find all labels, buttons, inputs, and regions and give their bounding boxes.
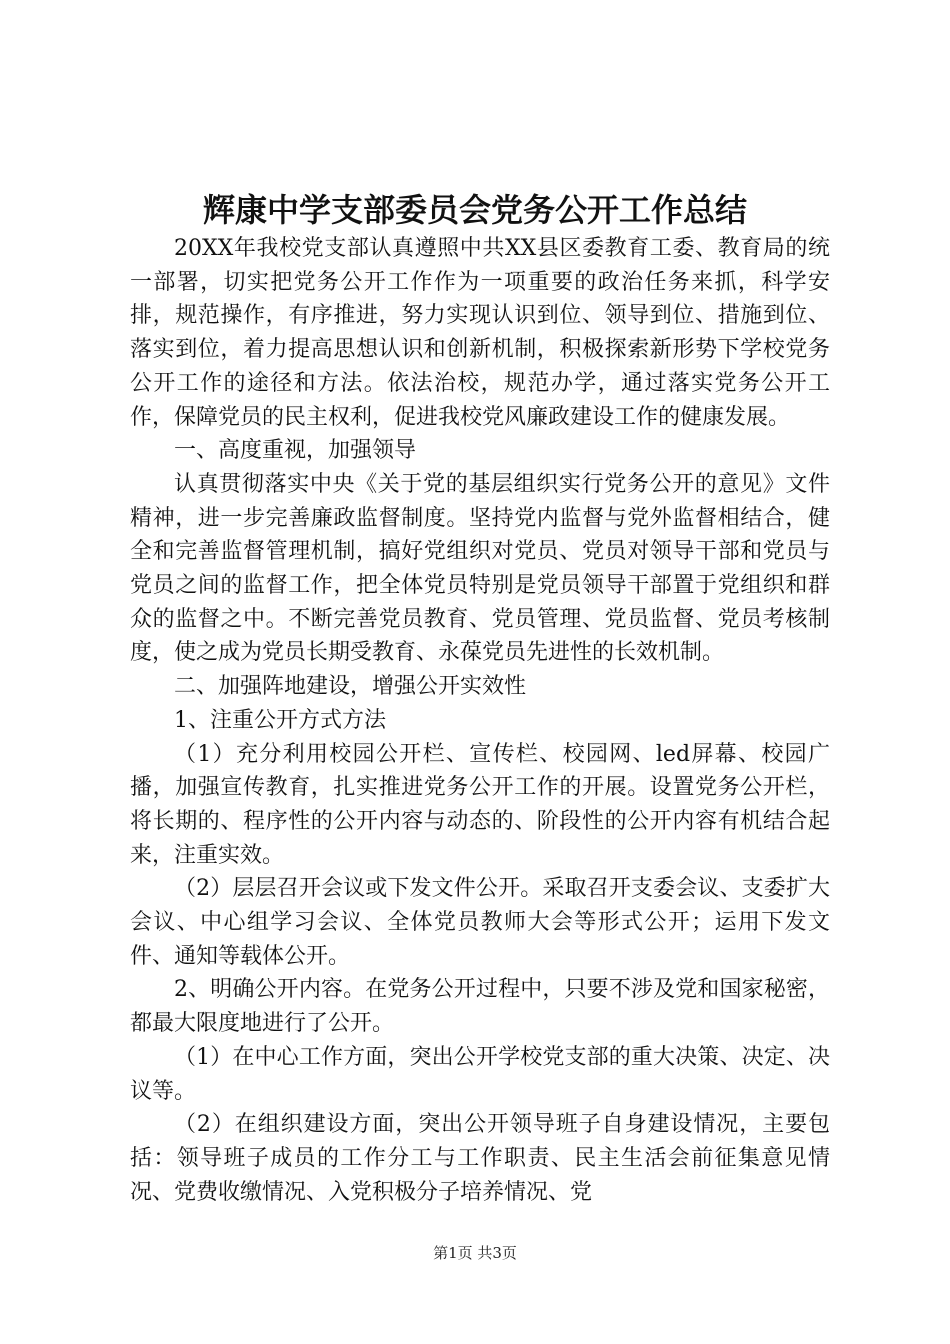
paragraph-content-2: （2）在组织建设方面，突出公开领导班子自身建设情况，主要包括：领导班子成员的工作分工与工作职责、民主生活会前征集意见情况、党费收缴情况、入党积极分子培养情况、党 — [130, 1112, 830, 1205]
section-heading-2: 二、加强阵地建设，增强公开实效性 — [174, 674, 527, 700]
paragraph-item-1: （1）充分利用校园公开栏、宣传栏、校园网、led屏幕、校园广播，加强宣传教育，扎实推进党务公开工作的开展。设置党务公开栏，将长期的、程序性的公开内容与动态的、阶段性的公开内容有机结合起来，注重实效。 — [130, 741, 830, 868]
paragraph-item-2: （2）层层召开会议或下发文件公开。采取召开支委会议、支委扩大会议、中心组学习会议、全体党员教师大会等形式公开；运用下发文件、通知等载体公开。 — [130, 876, 830, 969]
document-title: 辉康中学支部委员会党务公开工作总结 — [202, 191, 747, 229]
paragraph-intro: 20XX年我校党支部认真遵照中共XX县区委教育工委、教育局的统一部署，切实把党务公开工作作为一项重要的政治任务来抓，科学安排，规范操作，有序推进，努力实现认识到位、领导到位、措施到位、落实到位，着力提高思想认识和创新机制，积极探索新形势下学校党务公开工作的途径和方法。依法治校，规范办学，通过落实党务公开工作，保障党员的民主权利，促进我校党风廉政建设工作的健康发展。 — [130, 236, 830, 430]
document-body — [130, 232, 830, 1209]
subsection-heading-1: 1、注重公开方式方法 — [174, 707, 386, 733]
subsection-paragraph-2: 2、明确公开内容。在党务公开过程中，只要不涉及党和国家秘密，都最大限度地进行了公开。 — [130, 977, 830, 1037]
section-heading-1: 一、高度重视，加强领导 — [174, 438, 417, 464]
page-number-footer: 第1页 共3页 — [433, 1244, 517, 1262]
paragraph-section-1: 认真贯彻落实中央《关于党的基层组织实行党务公开的意见》文件精神，进一步完善廉政监督制度。坚持党内监督与党外监督相结合，健全和完善监督管理机制，搞好党组织对党员、党员对领导干部和党员与党员之间的监督工作，把全体党员特别是党员领导干部置于党组织和群众的监督之中。不断完善党员教育、党员管理、党员监督、党员考核制度，使之成为党员长期受教育、永葆党员先进性的长效机制。 — [130, 471, 830, 666]
paragraph-content-1: （1）在中心工作方面，突出公开学校党支部的重大决策、决定、决议等。 — [130, 1044, 830, 1104]
